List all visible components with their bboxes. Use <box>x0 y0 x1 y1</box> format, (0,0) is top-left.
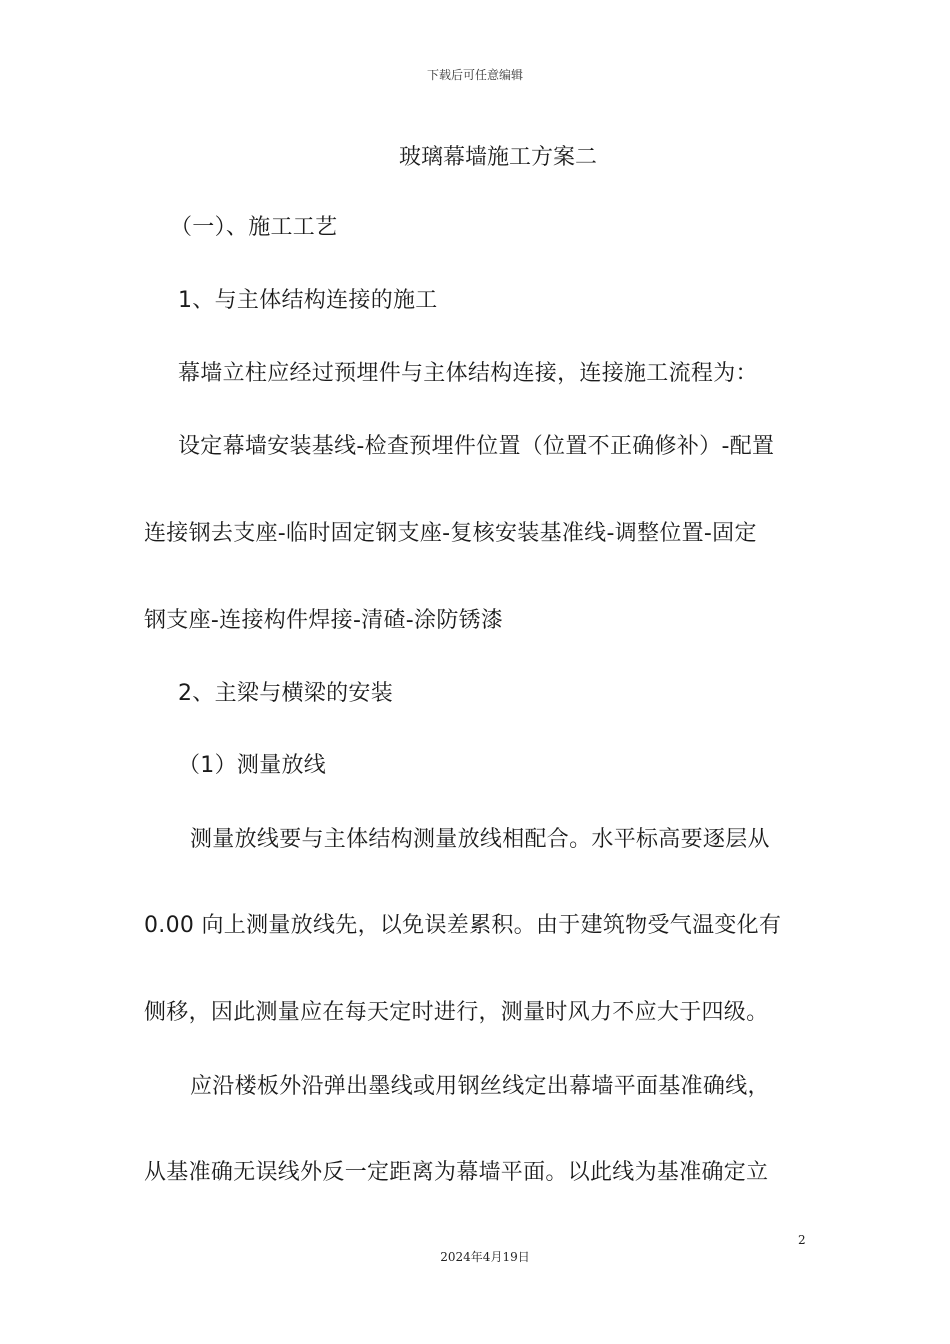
paragraph-line: 应沿楼板外沿弹出墨线或用钢丝线定出幕墙平面基准确线， <box>190 1074 770 1099</box>
footer-date: 2024年4月19日 <box>440 1250 530 1264</box>
paragraph-line: 从基准确无误线外反一定距离为幕墙平面。以此线为基准确定立 <box>144 1160 769 1185</box>
paragraph-line: 连接钢去支座-临时固定钢支座-复核安装基准线-调整位置-固定 <box>144 521 757 546</box>
paragraph-line: 钢支座-连接构件焊接-清碴-涂防锈漆 <box>144 608 504 633</box>
paragraph-line: 测量放线要与主体结构测量放线相配合。水平标高要逐层从 <box>190 827 770 852</box>
item-heading-survey: （1）测量放线 <box>178 753 327 778</box>
header-note: 下载后可任意编辑 <box>426 68 523 82</box>
paragraph-line: 幕墙立柱应经过预埋件与主体结构连接，连接施工流程为： <box>178 361 758 386</box>
document-title: 玻璃幕墙施工方案二 <box>398 145 597 170</box>
paragraph-line: 0.00 向上测量放线先，以免误差累积。由于建筑物受气温变化有 <box>144 913 782 938</box>
paragraph-line: 侧移，因此测量应在每天定时进行，测量时风力不应大于四级。 <box>144 1000 769 1025</box>
page-number: 2 <box>798 1233 806 1247</box>
subsection-heading-beams: 2、主梁与横梁的安装 <box>178 681 393 706</box>
section-heading-process: （一）、施工工艺 <box>170 215 338 240</box>
paragraph-line: 设定幕墙安装基线-检查预埋件位置（位置不正确修补）-配置 <box>178 434 775 459</box>
subsection-heading-connection: 1、与主体结构连接的施工 <box>178 288 438 313</box>
